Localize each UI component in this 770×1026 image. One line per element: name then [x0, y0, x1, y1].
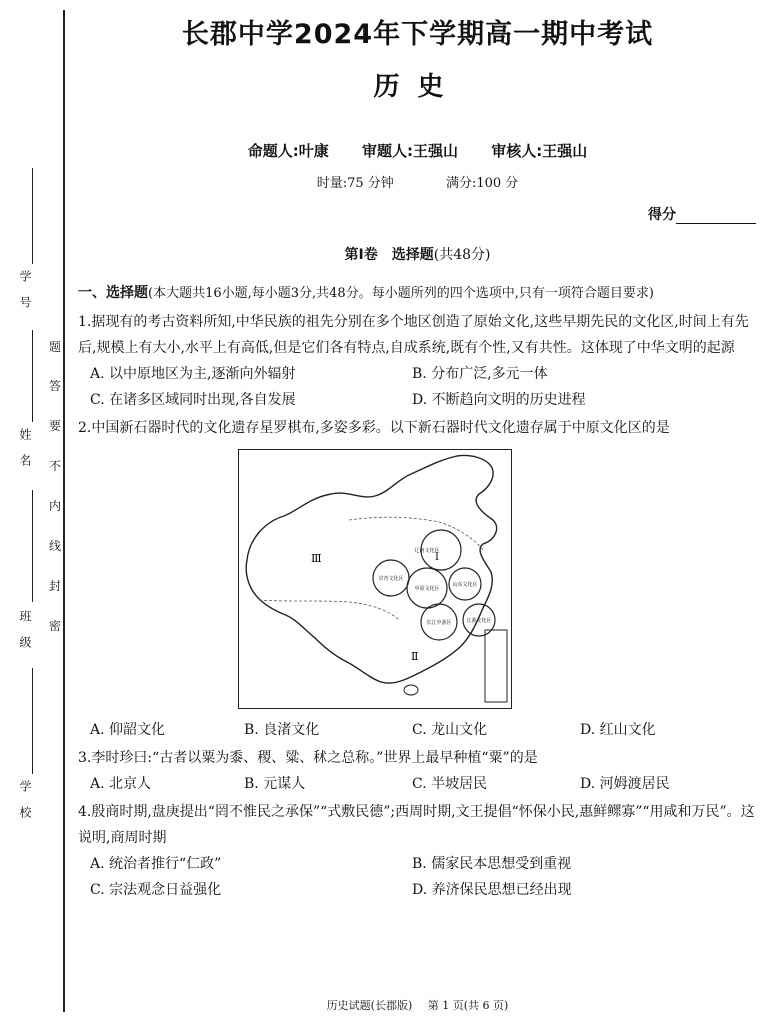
- option-a[interactable]: A. 以中原地区为主,逐渐向外辐射: [90, 366, 296, 382]
- seal-char: 要: [48, 419, 61, 433]
- class-line: [32, 490, 33, 602]
- options-row: [78, 717, 758, 743]
- option-a[interactable]: A. 统治者推行“仁政”: [90, 856, 222, 872]
- culture-label: 山东文化区: [452, 582, 478, 588]
- option-b[interactable]: B. 元谋人: [244, 776, 306, 792]
- question-4: [78, 799, 758, 903]
- culture-label: 中原文化区: [414, 586, 440, 592]
- south-sea-inset: [485, 630, 507, 702]
- side-field-student-id: [18, 270, 38, 322]
- culture-label: 江浙文化区: [466, 618, 492, 624]
- option-b[interactable]: B. 儒家民本思想受到重视: [412, 856, 572, 872]
- option-a[interactable]: A. 北京人: [90, 776, 152, 792]
- options-row: [78, 771, 758, 797]
- exam-title: 长郡中学2024年下学期高一期中考试: [181, 19, 654, 50]
- school-line: [32, 668, 33, 774]
- map-region-label: Ⅰ: [435, 552, 439, 563]
- option-c[interactable]: C. 龙山文化: [412, 722, 488, 738]
- footer-right: 第 1 页(共 6 页): [427, 999, 509, 1012]
- option-d[interactable]: D. 河姆渡居民: [580, 776, 670, 792]
- question-1: [78, 309, 758, 413]
- question-stem: 1.据现有的考古资料所知,中华民族的祖先分别在多个地区创造了原始文化,这些早期先民的文化区,时间上有先后,规模上有大小,水平上有高低,但是它们各有特点,自成系统,既有个性,又有共性。这体现了中华文明的起源: [78, 314, 749, 356]
- question-stem: 3.李时珍曰:“古者以粟为黍、稷、粱、秫之总称。”世界上最早种植“粟”的是: [78, 750, 538, 766]
- seal-char: 不: [48, 459, 61, 473]
- culture-label: 长江中游区: [426, 620, 452, 626]
- seal-char: 题: [48, 340, 61, 354]
- side-field-school: [18, 780, 38, 832]
- region-boundary: [349, 517, 483, 550]
- authors-line: [0, 140, 770, 161]
- hainan-island: [404, 685, 418, 695]
- option-b[interactable]: B. 良渚文化: [244, 722, 320, 738]
- option-d[interactable]: D. 不断趋向文明的历史进程: [412, 392, 586, 408]
- side-field-label: 学号: [18, 270, 32, 322]
- map-region-label: Ⅱ: [411, 650, 419, 663]
- page-footer: [0, 997, 770, 1013]
- side-field-label: 姓名: [18, 428, 32, 480]
- question-stem: 2.中国新石器时代的文化遗存星罗棋布,多姿多彩。以下新石器时代文化遗存属于中原文化区的是: [78, 420, 670, 436]
- side-field-label: 学校: [18, 780, 32, 832]
- map-svg: [239, 450, 511, 708]
- option-a[interactable]: A. 仰韶文化: [90, 722, 166, 738]
- option-c[interactable]: C. 半坡居民: [412, 776, 488, 792]
- score-label: 得分: [648, 207, 676, 223]
- footer-left: 历史试题(长郡版): [326, 999, 413, 1012]
- score-blank[interactable]: [676, 209, 756, 224]
- seal-char: 内: [48, 499, 61, 513]
- option-c[interactable]: C. 宗法观念日益强化: [90, 882, 222, 898]
- options-row: [78, 877, 758, 903]
- section-heading: [78, 280, 758, 307]
- question-2: [78, 415, 758, 743]
- exam-meta: [0, 172, 770, 191]
- options-row: [78, 851, 758, 877]
- side-field-class: [18, 610, 38, 662]
- full-score: 满分:100 分: [445, 176, 519, 191]
- score-box: [648, 204, 756, 224]
- time-limit: 时量:75 分钟: [316, 176, 394, 191]
- side-field-name: [18, 428, 38, 480]
- option-d[interactable]: D. 养济保民思想已经出现: [412, 882, 572, 898]
- culture-label: 辽河文化区: [414, 548, 440, 554]
- map-region-label: Ⅲ: [311, 552, 322, 565]
- volume-heading: [0, 244, 770, 264]
- seal-char: 密: [48, 619, 61, 633]
- seal-char: 答: [48, 379, 61, 393]
- question-area: [78, 280, 758, 903]
- volume-title: 第Ⅰ卷 选择题: [344, 247, 434, 263]
- section-note: (本大题共16小题,每小题3分,共48分。每小题所列的四个选项中,只有一项符合题目要求): [148, 286, 654, 301]
- subject-title: 历史: [373, 72, 462, 102]
- options-row: [78, 361, 758, 387]
- china-map-figure: [238, 449, 512, 709]
- option-b[interactable]: B. 分布广泛,多元一体: [412, 366, 548, 382]
- seal-char: 线: [48, 539, 61, 553]
- volume-note: (共48分): [433, 247, 491, 263]
- section-title: 一、选择题: [78, 285, 148, 301]
- options-row: [78, 387, 758, 413]
- author-item: 命题人:叶康: [247, 142, 329, 160]
- question-3: [78, 745, 758, 797]
- culture-label: 甘青文化区: [378, 576, 404, 582]
- side-field-label: 班级: [18, 610, 32, 662]
- option-c[interactable]: C. 在诸多区域同时出现,各自发展: [90, 392, 296, 408]
- seal-char: 封: [48, 579, 61, 593]
- region-boundary: [259, 600, 399, 620]
- author-item: 审题人:王强山: [362, 142, 458, 160]
- author-item: 审核人:王强山: [491, 142, 588, 160]
- option-d[interactable]: D. 红山文化: [580, 722, 656, 738]
- question-stem: 4.殷商时期,盘庚提出“罔不惟民之承保”“式敷民德”;西周时期,文王提倡“怀保小民,惠鲜鳏寡”“用咸和万民”。这说明,商周时期: [78, 804, 755, 846]
- name-line: [32, 330, 33, 422]
